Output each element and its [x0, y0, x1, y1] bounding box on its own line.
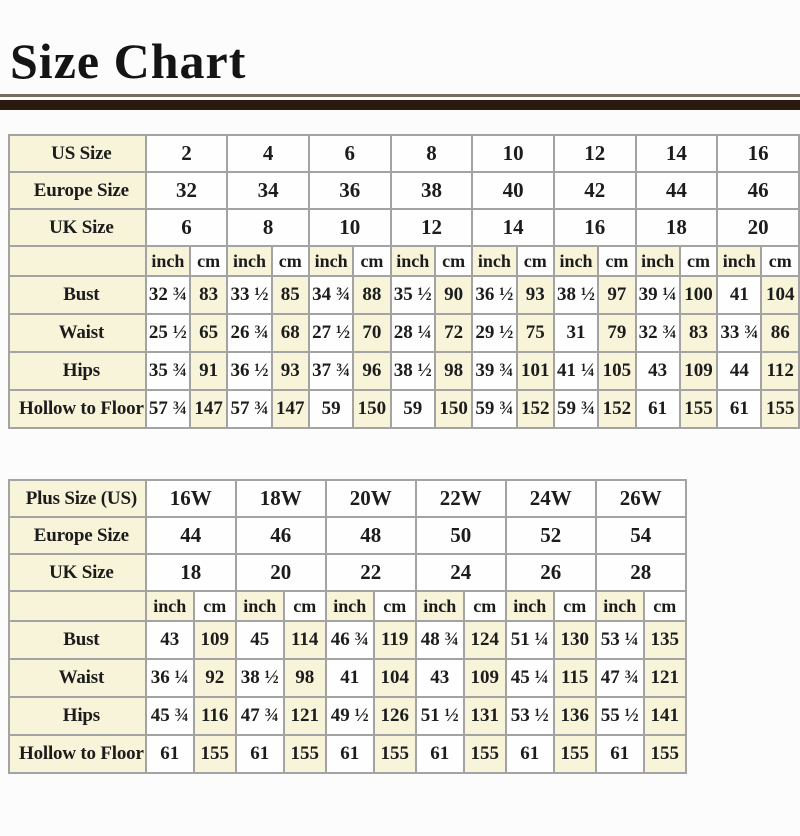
- size-row: [9, 480, 686, 517]
- measure-inch-value: 61: [596, 735, 644, 773]
- measurement-row: [9, 314, 799, 352]
- plus-size-table-grid: [8, 479, 687, 774]
- size-value: 6: [146, 209, 228, 246]
- measure-cm-value: 155: [680, 390, 717, 428]
- measure-inch-value: 41: [717, 276, 761, 314]
- measure-cm-value: 101: [517, 352, 554, 390]
- row-label: US Size: [9, 135, 146, 172]
- unit-inch-header: inch: [227, 246, 271, 276]
- measure-cm-value: 109: [194, 621, 236, 659]
- measure-inch-value: 38 ½: [391, 352, 435, 390]
- measure-cm-value: 150: [353, 390, 390, 428]
- measure-cm-value: 86: [761, 314, 799, 352]
- unit-inch-header: inch: [472, 246, 516, 276]
- measure-inch-value: 59 ¾: [554, 390, 598, 428]
- measure-inch-value: 36 ½: [472, 276, 516, 314]
- measure-cm-value: 72: [435, 314, 472, 352]
- measure-inch-value: 45 ¾: [146, 697, 194, 735]
- measure-inch-value: 41 ¼: [554, 352, 598, 390]
- size-value: 46: [717, 172, 799, 209]
- measurement-row: [9, 735, 686, 773]
- unit-header-row: [9, 591, 686, 621]
- size-value: 12: [391, 209, 473, 246]
- measure-inch-value: 34 ¾: [309, 276, 353, 314]
- unit-inch-header: inch: [554, 246, 598, 276]
- measure-inch-value: 55 ½: [596, 697, 644, 735]
- row-label: UK Size: [9, 209, 146, 246]
- size-value: 32: [146, 172, 228, 209]
- measure-cm-value: 109: [680, 352, 717, 390]
- measure-inch-value: 51 ½: [416, 697, 464, 735]
- measure-inch-value: 41: [326, 659, 374, 697]
- measure-inch-value: 59 ¾: [472, 390, 516, 428]
- size-value: 42: [554, 172, 636, 209]
- measurement-row: [9, 352, 799, 390]
- measure-cm-value: 109: [464, 659, 506, 697]
- row-label: Hollow to Floor: [9, 390, 146, 428]
- measure-cm-value: 155: [554, 735, 596, 773]
- measure-cm-value: 126: [374, 697, 416, 735]
- unit-cm-header: cm: [435, 246, 472, 276]
- size-value: 10: [309, 209, 391, 246]
- size-row: [9, 172, 799, 209]
- measure-inch-value: 35 ¾: [146, 352, 190, 390]
- measure-inch-value: 61: [416, 735, 464, 773]
- measure-inch-value: 38 ½: [554, 276, 598, 314]
- size-row: [9, 209, 799, 246]
- measure-inch-value: 46 ¾: [326, 621, 374, 659]
- measurement-row: [9, 697, 686, 735]
- unit-inch-header: inch: [596, 591, 644, 621]
- measure-cm-value: 75: [517, 314, 554, 352]
- measure-cm-value: 147: [272, 390, 309, 428]
- unit-cm-header: cm: [353, 246, 390, 276]
- measure-cm-value: 85: [272, 276, 309, 314]
- measure-cm-value: 83: [680, 314, 717, 352]
- measure-inch-value: 32 ¾: [146, 276, 190, 314]
- measure-inch-value: 39 ¾: [472, 352, 516, 390]
- size-value: 24: [416, 554, 506, 591]
- measure-inch-value: 47 ¾: [236, 697, 284, 735]
- measure-cm-value: 98: [284, 659, 326, 697]
- unit-cm-header: cm: [598, 246, 635, 276]
- measure-cm-value: 114: [284, 621, 326, 659]
- size-value: 26W: [596, 480, 686, 517]
- measure-inch-value: 43: [416, 659, 464, 697]
- measure-cm-value: 92: [194, 659, 236, 697]
- standard-size-table: [8, 134, 800, 429]
- measure-cm-value: 141: [644, 697, 686, 735]
- measure-inch-value: 28 ¼: [391, 314, 435, 352]
- size-value: 50: [416, 517, 506, 554]
- unit-cm-header: cm: [272, 246, 309, 276]
- size-value: 16: [717, 135, 799, 172]
- size-value: 8: [227, 209, 309, 246]
- measure-inch-value: 44: [717, 352, 761, 390]
- measure-cm-value: 121: [284, 697, 326, 735]
- size-value: 28: [596, 554, 686, 591]
- measure-inch-value: 51 ¼: [506, 621, 554, 659]
- unit-cm-header: cm: [761, 246, 799, 276]
- measure-inch-value: 32 ¾: [636, 314, 680, 352]
- measure-cm-value: 152: [598, 390, 635, 428]
- unit-inch-header: inch: [416, 591, 464, 621]
- row-label: Bust: [9, 276, 146, 314]
- size-value: 20: [236, 554, 326, 591]
- measure-cm-value: 155: [194, 735, 236, 773]
- size-value: 18W: [236, 480, 326, 517]
- size-row: [9, 135, 799, 172]
- measure-cm-value: 119: [374, 621, 416, 659]
- unit-inch-header: inch: [636, 246, 680, 276]
- row-label: Hollow to Floor: [9, 735, 146, 773]
- unit-inch-header: inch: [717, 246, 761, 276]
- size-value: 16: [554, 209, 636, 246]
- measure-cm-value: 131: [464, 697, 506, 735]
- size-value: 24W: [506, 480, 596, 517]
- measure-inch-value: 29 ½: [472, 314, 516, 352]
- measure-inch-value: 26 ¾: [227, 314, 271, 352]
- size-value: 6: [309, 135, 391, 172]
- measurement-row: [9, 276, 799, 314]
- measurement-row: [9, 621, 686, 659]
- measure-inch-value: 61: [236, 735, 284, 773]
- measure-cm-value: 155: [284, 735, 326, 773]
- unit-cm-header: cm: [374, 591, 416, 621]
- size-value: 46: [236, 517, 326, 554]
- size-row: [9, 517, 686, 554]
- page-title: Size Chart: [10, 33, 247, 89]
- measure-cm-value: 112: [761, 352, 799, 390]
- size-value: 14: [636, 135, 718, 172]
- measure-inch-value: 61: [146, 735, 194, 773]
- unit-inch-header: inch: [391, 246, 435, 276]
- measure-cm-value: 130: [554, 621, 596, 659]
- size-value: 8: [391, 135, 473, 172]
- measure-inch-value: 33 ½: [227, 276, 271, 314]
- measure-inch-value: 61: [326, 735, 374, 773]
- measure-cm-value: 70: [353, 314, 390, 352]
- unit-inch-header: inch: [506, 591, 554, 621]
- size-value: 20W: [326, 480, 416, 517]
- unit-inch-header: inch: [326, 591, 374, 621]
- size-value: 44: [636, 172, 718, 209]
- measure-cm-value: 96: [353, 352, 390, 390]
- size-value: 34: [227, 172, 309, 209]
- size-value: 44: [146, 517, 236, 554]
- row-label: Hips: [9, 697, 146, 735]
- size-row: [9, 554, 686, 591]
- measure-cm-value: 68: [272, 314, 309, 352]
- measure-inch-value: 33 ¾: [717, 314, 761, 352]
- row-label: Europe Size: [9, 172, 146, 209]
- measure-inch-value: 25 ½: [146, 314, 190, 352]
- unit-cm-header: cm: [644, 591, 686, 621]
- measure-cm-value: 121: [644, 659, 686, 697]
- row-label-empty: [9, 591, 146, 621]
- unit-cm-header: cm: [194, 591, 236, 621]
- measure-cm-value: 100: [680, 276, 717, 314]
- measure-inch-value: 57 ¾: [146, 390, 190, 428]
- unit-cm-header: cm: [554, 591, 596, 621]
- size-value: 36: [309, 172, 391, 209]
- measure-cm-value: 155: [464, 735, 506, 773]
- measure-inch-value: 59: [391, 390, 435, 428]
- size-value: 38: [391, 172, 473, 209]
- size-value: 16W: [146, 480, 236, 517]
- measure-cm-value: 115: [554, 659, 596, 697]
- measurement-row: [9, 390, 799, 428]
- size-value: 20: [717, 209, 799, 246]
- unit-cm-header: cm: [680, 246, 717, 276]
- measure-inch-value: 45 ¼: [506, 659, 554, 697]
- plus-size-table: [8, 479, 800, 774]
- measure-cm-value: 93: [517, 276, 554, 314]
- size-value: 52: [506, 517, 596, 554]
- measure-inch-value: 36 ¼: [146, 659, 194, 697]
- measure-inch-value: 61: [506, 735, 554, 773]
- row-label: Hips: [9, 352, 146, 390]
- measure-inch-value: 38 ½: [236, 659, 284, 697]
- measure-inch-value: 61: [636, 390, 680, 428]
- size-value: 54: [596, 517, 686, 554]
- measure-cm-value: 135: [644, 621, 686, 659]
- unit-cm-header: cm: [284, 591, 326, 621]
- measure-cm-value: 88: [353, 276, 390, 314]
- unit-inch-header: inch: [309, 246, 353, 276]
- measure-inch-value: 59: [309, 390, 353, 428]
- measure-cm-value: 124: [464, 621, 506, 659]
- measure-inch-value: 49 ½: [326, 697, 374, 735]
- measure-inch-value: 57 ¾: [227, 390, 271, 428]
- measure-cm-value: 155: [374, 735, 416, 773]
- measure-cm-value: 98: [435, 352, 472, 390]
- unit-inch-header: inch: [146, 591, 194, 621]
- size-value: 48: [326, 517, 416, 554]
- measure-inch-value: 53 ¼: [596, 621, 644, 659]
- title-underline-bar: [0, 100, 800, 110]
- measure-inch-value: 43: [146, 621, 194, 659]
- measure-inch-value: 39 ¼: [636, 276, 680, 314]
- measure-inch-value: 45: [236, 621, 284, 659]
- row-label: Europe Size: [9, 517, 146, 554]
- size-value: 2: [146, 135, 228, 172]
- measure-cm-value: 104: [761, 276, 799, 314]
- size-value: 26: [506, 554, 596, 591]
- measure-cm-value: 155: [644, 735, 686, 773]
- measure-inch-value: 47 ¾: [596, 659, 644, 697]
- size-value: 18: [636, 209, 718, 246]
- unit-cm-header: cm: [464, 591, 506, 621]
- measure-cm-value: 136: [554, 697, 596, 735]
- measure-inch-value: 31: [554, 314, 598, 352]
- measure-inch-value: 61: [717, 390, 761, 428]
- row-label: Waist: [9, 659, 146, 697]
- size-value: 18: [146, 554, 236, 591]
- measure-cm-value: 116: [194, 697, 236, 735]
- unit-inch-header: inch: [146, 246, 190, 276]
- unit-header-row: [9, 246, 799, 276]
- measure-inch-value: 48 ¾: [416, 621, 464, 659]
- measure-cm-value: 104: [374, 659, 416, 697]
- measure-inch-value: 43: [636, 352, 680, 390]
- size-value: 14: [472, 209, 554, 246]
- measurement-row: [9, 659, 686, 697]
- row-label: Waist: [9, 314, 146, 352]
- measure-cm-value: 91: [190, 352, 227, 390]
- unit-cm-header: cm: [190, 246, 227, 276]
- row-label-empty: [9, 246, 146, 276]
- measure-inch-value: 27 ½: [309, 314, 353, 352]
- measure-inch-value: 37 ¾: [309, 352, 353, 390]
- measure-inch-value: 35 ½: [391, 276, 435, 314]
- measure-cm-value: 93: [272, 352, 309, 390]
- measure-cm-value: 147: [190, 390, 227, 428]
- size-value: 40: [472, 172, 554, 209]
- unit-inch-header: inch: [236, 591, 284, 621]
- measure-cm-value: 79: [598, 314, 635, 352]
- measure-cm-value: 90: [435, 276, 472, 314]
- measure-cm-value: 155: [761, 390, 799, 428]
- measure-cm-value: 65: [190, 314, 227, 352]
- measure-cm-value: 152: [517, 390, 554, 428]
- measure-cm-value: 97: [598, 276, 635, 314]
- measure-cm-value: 150: [435, 390, 472, 428]
- row-label: UK Size: [9, 554, 146, 591]
- size-value: 22: [326, 554, 416, 591]
- row-label: Bust: [9, 621, 146, 659]
- measure-inch-value: 53 ½: [506, 697, 554, 735]
- standard-size-table-grid: [8, 134, 800, 429]
- measure-cm-value: 105: [598, 352, 635, 390]
- measure-cm-value: 83: [190, 276, 227, 314]
- size-value: 12: [554, 135, 636, 172]
- measure-inch-value: 36 ½: [227, 352, 271, 390]
- unit-cm-header: cm: [517, 246, 554, 276]
- size-value: 22W: [416, 480, 506, 517]
- row-label: Plus Size (US): [9, 480, 146, 517]
- size-value: 10: [472, 135, 554, 172]
- size-value: 4: [227, 135, 309, 172]
